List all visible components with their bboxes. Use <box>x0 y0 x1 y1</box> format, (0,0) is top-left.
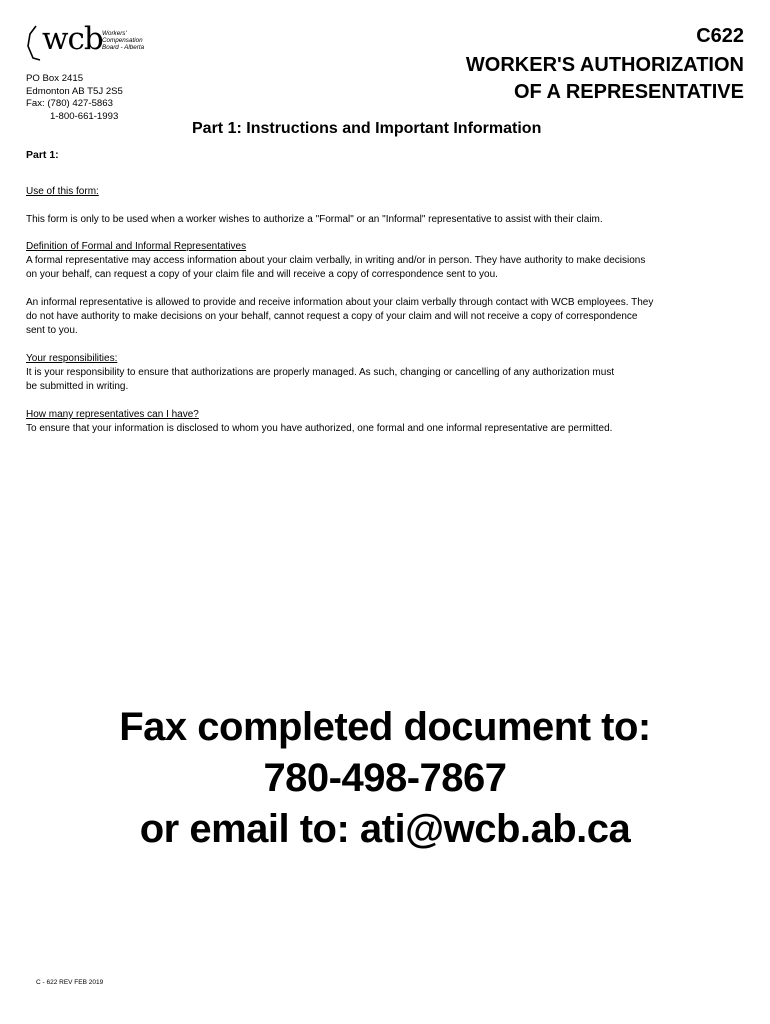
informal-text-line: An informal representative is allowed to provide and receive information about your claim verbally through contact with WCB employees. They <box>26 297 654 308</box>
form-code: C622 <box>696 25 744 47</box>
definition-heading: Definition of Formal and Informal Representatives <box>26 241 247 252</box>
informal-text-line: sent to you. <box>26 325 78 336</box>
form-title: WORKER'S AUTHORIZATION OF A REPRESENTATIVE <box>465 54 744 103</box>
alberta-outline-icon <box>24 24 44 62</box>
address-fax: Fax: (780) 427-5863 <box>26 98 113 110</box>
logo-wordmark: wcb <box>42 21 103 57</box>
part-label: Part 1: <box>26 149 59 161</box>
how-many-text: To ensure that your information is disclosed to whom you have authorized, one formal and one informal representative are permitted. <box>26 423 613 434</box>
how-many-heading: How many representatives can I have? <box>26 409 199 420</box>
formal-text-line: A formal representative may access information about your claim verbally, in writing and/or in person. They have authority to make decisions <box>26 255 646 266</box>
fax-notice-line: Fax completed document to: <box>119 705 651 749</box>
wcb-logo <box>24 20 174 66</box>
address-line: PO Box 2415 <box>26 73 84 84</box>
form-revision-footer: C - 622 REV FEB 2019 <box>36 979 104 986</box>
fax-notice <box>0 702 770 855</box>
responsibilities-heading: Your responsibilities: <box>26 353 118 364</box>
use-text: This form is only to be used when a worker wishes to authorize a "Formal" or an "Informal" representative to assist with their claim. <box>26 214 603 225</box>
mailing-address <box>26 73 123 124</box>
email-notice: or email to: ati@wcb.ab.ca <box>139 807 631 851</box>
formal-text-line: on your behalf, can request a copy of your claim file and will receive a copy of correspondence sent to you. <box>26 269 498 280</box>
responsibilities-text-line: It is your responsibility to ensure that authorizations are properly managed. As such, changing or cancelling of any authorization must <box>26 367 615 378</box>
responsibilities-text-line: be submitted in writing. <box>26 381 129 392</box>
part-subtitle: Part 1: Instructions and Important Information <box>192 120 542 137</box>
use-heading: Use of this form: <box>26 186 99 197</box>
address-line: Edmonton AB T5J 2S5 <box>26 85 123 97</box>
address-phone: 1-800-661-1993 <box>50 111 119 123</box>
fax-number: 780-498-7867 <box>263 756 507 800</box>
informal-text-line: do not have authority to make decisions on your behalf, cannot request a copy of your claim and will not receive a copy of correspondence <box>26 311 638 322</box>
instructions-body <box>26 185 750 436</box>
logo-tagline: Workers' Compensation Board - Alberta <box>102 30 145 51</box>
